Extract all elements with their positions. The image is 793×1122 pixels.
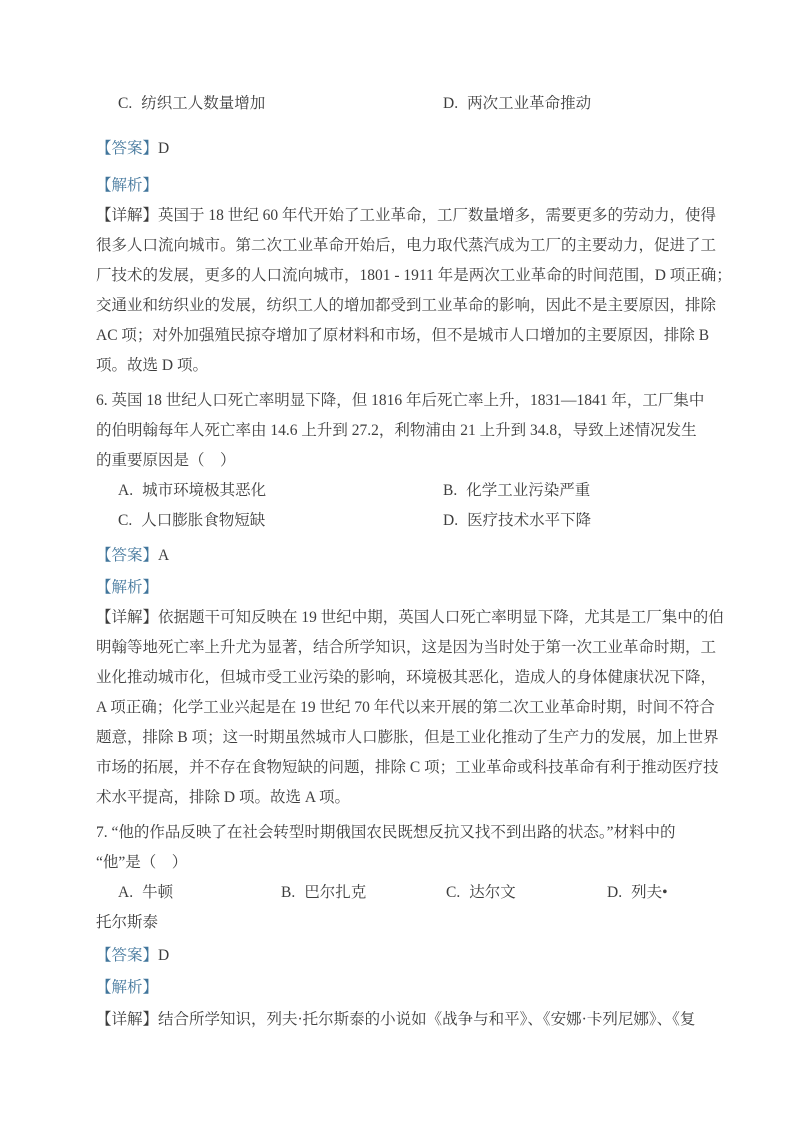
q6-stem-line: 的伯明翰每年人死亡率由 14.6 上升到 27.2，利物浦由 21 上升到 34.8，导致上述情况发生 bbox=[96, 422, 697, 439]
q7-answer-letter: D bbox=[158, 947, 170, 964]
explanation-line: 市场的拓展，并不存在食物短缺的问题，排除 C 项；工业革命或科技革命有利于推动医疗技 bbox=[96, 759, 719, 776]
option-letter: A. bbox=[118, 884, 134, 901]
q6-answer-letter: A bbox=[158, 547, 170, 564]
explanation-line: A 项正确；化学工业兴起是在 19 世纪 70 年代以来开展的第二次工业革命时期，时间不符合 bbox=[96, 699, 715, 716]
explanation-line: 【详解】结合所学知识，列夫·托尔斯泰的小说如《战争与和平》、《安娜·卡列尼娜》、《复 bbox=[96, 1011, 696, 1028]
q5-answer-line bbox=[96, 134, 756, 164]
q5-answer-letter: D bbox=[158, 140, 170, 157]
q5-option-c bbox=[118, 89, 265, 119]
q6-stem-line: 的重要原因是（ ） bbox=[96, 452, 236, 469]
explanation-line: 交通业和纺织业的发展，纺织工人的增加都受到工业革命的影响，因此不是主要原因，排除 bbox=[96, 297, 717, 314]
option-letter: D. bbox=[443, 95, 459, 112]
q6-stem-line: 6. 英国 18 世纪人口死亡率明显下降，但 1816 年后死亡率上升，1831—1841 年，工厂集中 bbox=[96, 392, 705, 409]
analysis-label: 【解析】 bbox=[96, 979, 159, 996]
option-text: 化学工业污染严重 bbox=[466, 482, 591, 499]
explanation-line: 题意，排除 B 项；这一时期虽然城市人口膨胀，但是工业化推动了生产力的发展，加上世界 bbox=[96, 729, 719, 746]
q7-option-c bbox=[446, 878, 516, 908]
q7-option-d-continuation: 托尔斯泰 bbox=[96, 914, 159, 931]
option-letter: B. bbox=[281, 884, 296, 901]
option-letter: C. bbox=[446, 884, 461, 901]
q7-explanation-paragraph bbox=[96, 1005, 756, 1035]
q5-analysis-line bbox=[96, 171, 756, 201]
q7-option-b bbox=[281, 878, 366, 908]
q6-option-b bbox=[443, 476, 590, 506]
q7-option-a bbox=[118, 878, 173, 908]
explanation-line: 【详解】英国于 18 世纪 60 年代开始了工业革命，工厂数量增多，需要更多的劳动力，使得 bbox=[96, 207, 717, 224]
answer-label: 【答案】 bbox=[96, 140, 159, 157]
explanation-line: 业化推动城市化，但城市受工业污染的影响，环境极其恶化，造成人的身体健康状况下降， bbox=[96, 669, 717, 686]
option-text: 达尔文 bbox=[469, 884, 516, 901]
q6-analysis-line bbox=[96, 573, 756, 603]
answer-label: 【答案】 bbox=[96, 547, 159, 564]
option-letter: B. bbox=[443, 482, 458, 499]
q6-answer-line bbox=[96, 541, 756, 571]
option-text: 两次工业革命推动 bbox=[467, 95, 592, 112]
option-text: 人口膨胀食物短缺 bbox=[141, 512, 266, 529]
q5-options-row bbox=[96, 89, 756, 119]
document-page bbox=[96, 89, 756, 1035]
explanation-line: 很多人口流向城市。第二次工业革命开始后，电力取代蒸汽成为工厂的主要动力，促进了工 bbox=[96, 237, 717, 254]
analysis-label: 【解析】 bbox=[96, 579, 159, 596]
q7-option-d bbox=[607, 878, 668, 908]
analysis-label: 【解析】 bbox=[96, 177, 159, 194]
explanation-line: 项。故选 D 项。 bbox=[96, 357, 208, 374]
explanation-line: 【详解】依据题干可知反映在 19 世纪中期，英国人口死亡率明显下降，尤其是工厂集中的伯 bbox=[96, 609, 724, 626]
option-text: 牛顿 bbox=[142, 884, 174, 901]
option-text: 列夫• bbox=[631, 884, 668, 901]
option-text: 城市环境极其恶化 bbox=[142, 482, 267, 499]
option-letter: C. bbox=[118, 512, 133, 529]
option-text: 医疗技术水平下降 bbox=[467, 512, 592, 529]
q6-options-row-1 bbox=[96, 476, 756, 506]
option-letter: A. bbox=[118, 482, 134, 499]
explanation-line: AC 项；对外加强殖民掠夺增加了原材料和市场，但不是城市人口增加的主要原因，排除 B bbox=[96, 327, 710, 344]
q6-options-row-2 bbox=[96, 506, 756, 536]
q7-stem bbox=[96, 818, 756, 878]
option-letter: C. bbox=[118, 95, 133, 112]
q6-stem bbox=[96, 386, 756, 476]
option-letter: D. bbox=[607, 884, 623, 901]
q6-option-a bbox=[118, 476, 266, 506]
explanation-line: 厂技术的发展，更多的人口流向城市，1801 - 1911 年是两次工业革命的时间范围，D 项正确； bbox=[96, 267, 732, 284]
explanation-line: 明翰等地死亡率上升尤为显著，结合所学知识，这是因为当时处于第一次工业革命时期，工 bbox=[96, 639, 717, 656]
q7-stem-line: 7. “他的作品反映了在社会转型时期俄国农民既想反抗又找不到出路的状态。”材料中的 bbox=[96, 824, 676, 841]
q6-explanation-paragraph bbox=[96, 603, 756, 813]
q7-stem-line: “他”是（ ） bbox=[96, 854, 188, 871]
answer-label: 【答案】 bbox=[96, 947, 159, 964]
q7-options-row bbox=[96, 878, 756, 908]
q5-explanation-paragraph bbox=[96, 201, 756, 381]
q6-option-c bbox=[118, 506, 265, 536]
option-letter: D. bbox=[443, 512, 459, 529]
option-text: 巴尔扎克 bbox=[304, 884, 367, 901]
q5-option-d bbox=[443, 89, 591, 119]
explanation-line: 术水平提高，排除 D 项。故选 A 项。 bbox=[96, 789, 351, 806]
option-text: 纺织工人数量增加 bbox=[141, 95, 266, 112]
q7-analysis-line bbox=[96, 973, 756, 1003]
q7-answer-line bbox=[96, 941, 756, 971]
q6-option-d bbox=[443, 506, 591, 536]
